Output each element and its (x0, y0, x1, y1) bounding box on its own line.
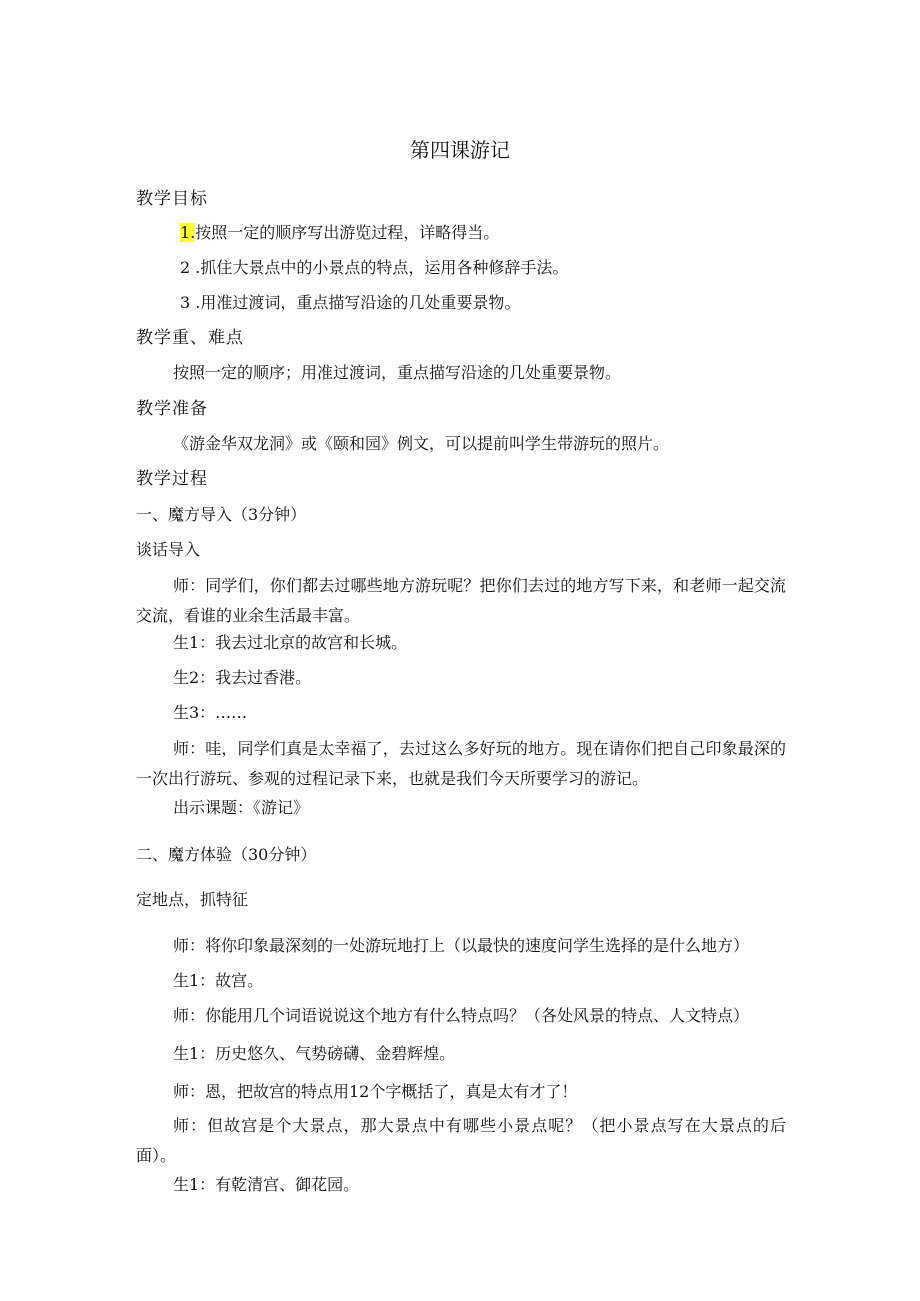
teacher-question-1: 师：将你印象最深刻的一处游玩地打上（以最快的速度问学生选择的是什么地方） (173, 936, 750, 955)
goal-3: 3 .用准过渡词，重点描写沿途的几处重要景物。 (180, 293, 521, 312)
teacher-paragraph-1: 师：同学们，你们都去过哪些地方游玩呢？把你们去过的地方写下来，和老师一起交流交流，看谁的业余生活最丰富。 (136, 576, 786, 625)
focus-heading: 教学重、难点 (136, 328, 244, 348)
goal-1 (180, 221, 499, 245)
goal-2: 2 .抓住大景点中的小景点的特点，运用各种修辞手法。 (180, 258, 569, 277)
goal-1-text: 按照一定的顺序写出游览过程，详略得当。 (195, 223, 500, 242)
student-line-1: 生1：我去过北京的故宫和长城。 (173, 633, 408, 652)
student-answer-4: 生1：有乾清宫、御花园。 (173, 1175, 360, 1194)
prep-heading: 教学准备 (136, 399, 208, 419)
part2-subheading: 定地点，抓特征 (136, 890, 249, 909)
goal-1-number-highlight: 1. (180, 223, 196, 242)
teacher-question-2: 师：你能用几个词语说说这个地方有什么特点吗？（各处风景的特点、人文特点） (173, 1006, 750, 1025)
teacher-comment-3: 师：恩，把故宫的特点用12个字概括了，真是太有才了！ (173, 1082, 578, 1101)
teacher-paragraph-2: 师：哇，同学们真是太幸福了，去过这么多好玩的地方。现在请你们把自己印象最深的一次出行游玩、参观的过程记录下来，也就是我们今天所要学习的游记。 (136, 739, 786, 788)
student-line-2: 生2：我去过香港。 (173, 668, 312, 687)
page-title: 第四课游记 (410, 138, 510, 162)
part1-heading: 一、魔方导入（3分钟） (136, 505, 307, 524)
teacher-question-4: 师：但故宫是个大景点，那大景点中有哪些小景点呢？（把小景点写在大景点的后面）。 (136, 1116, 786, 1165)
prep-text: 《游金华双龙洞》或《颐和园》例文，可以提前叫学生带游玩的照片。 (173, 434, 670, 453)
student-answer-2: 生1：历史悠久、气势磅礴、金碧辉煌。 (173, 1044, 456, 1063)
part2-heading: 二、魔方体验（30分钟） (136, 845, 317, 864)
process-heading: 教学过程 (136, 469, 208, 489)
show-topic-line: 出示课题：《游记》 (173, 798, 310, 817)
goals-heading: 教学目标 (136, 189, 208, 209)
student-line-3: 生3：…… (173, 703, 248, 722)
student-answer-1: 生1：故宫。 (173, 971, 264, 990)
focus-text: 按照一定的顺序；用准过渡词，重点描写沿途的几处重要景物。 (173, 363, 622, 382)
part1-subheading: 谈话导入 (136, 540, 201, 559)
